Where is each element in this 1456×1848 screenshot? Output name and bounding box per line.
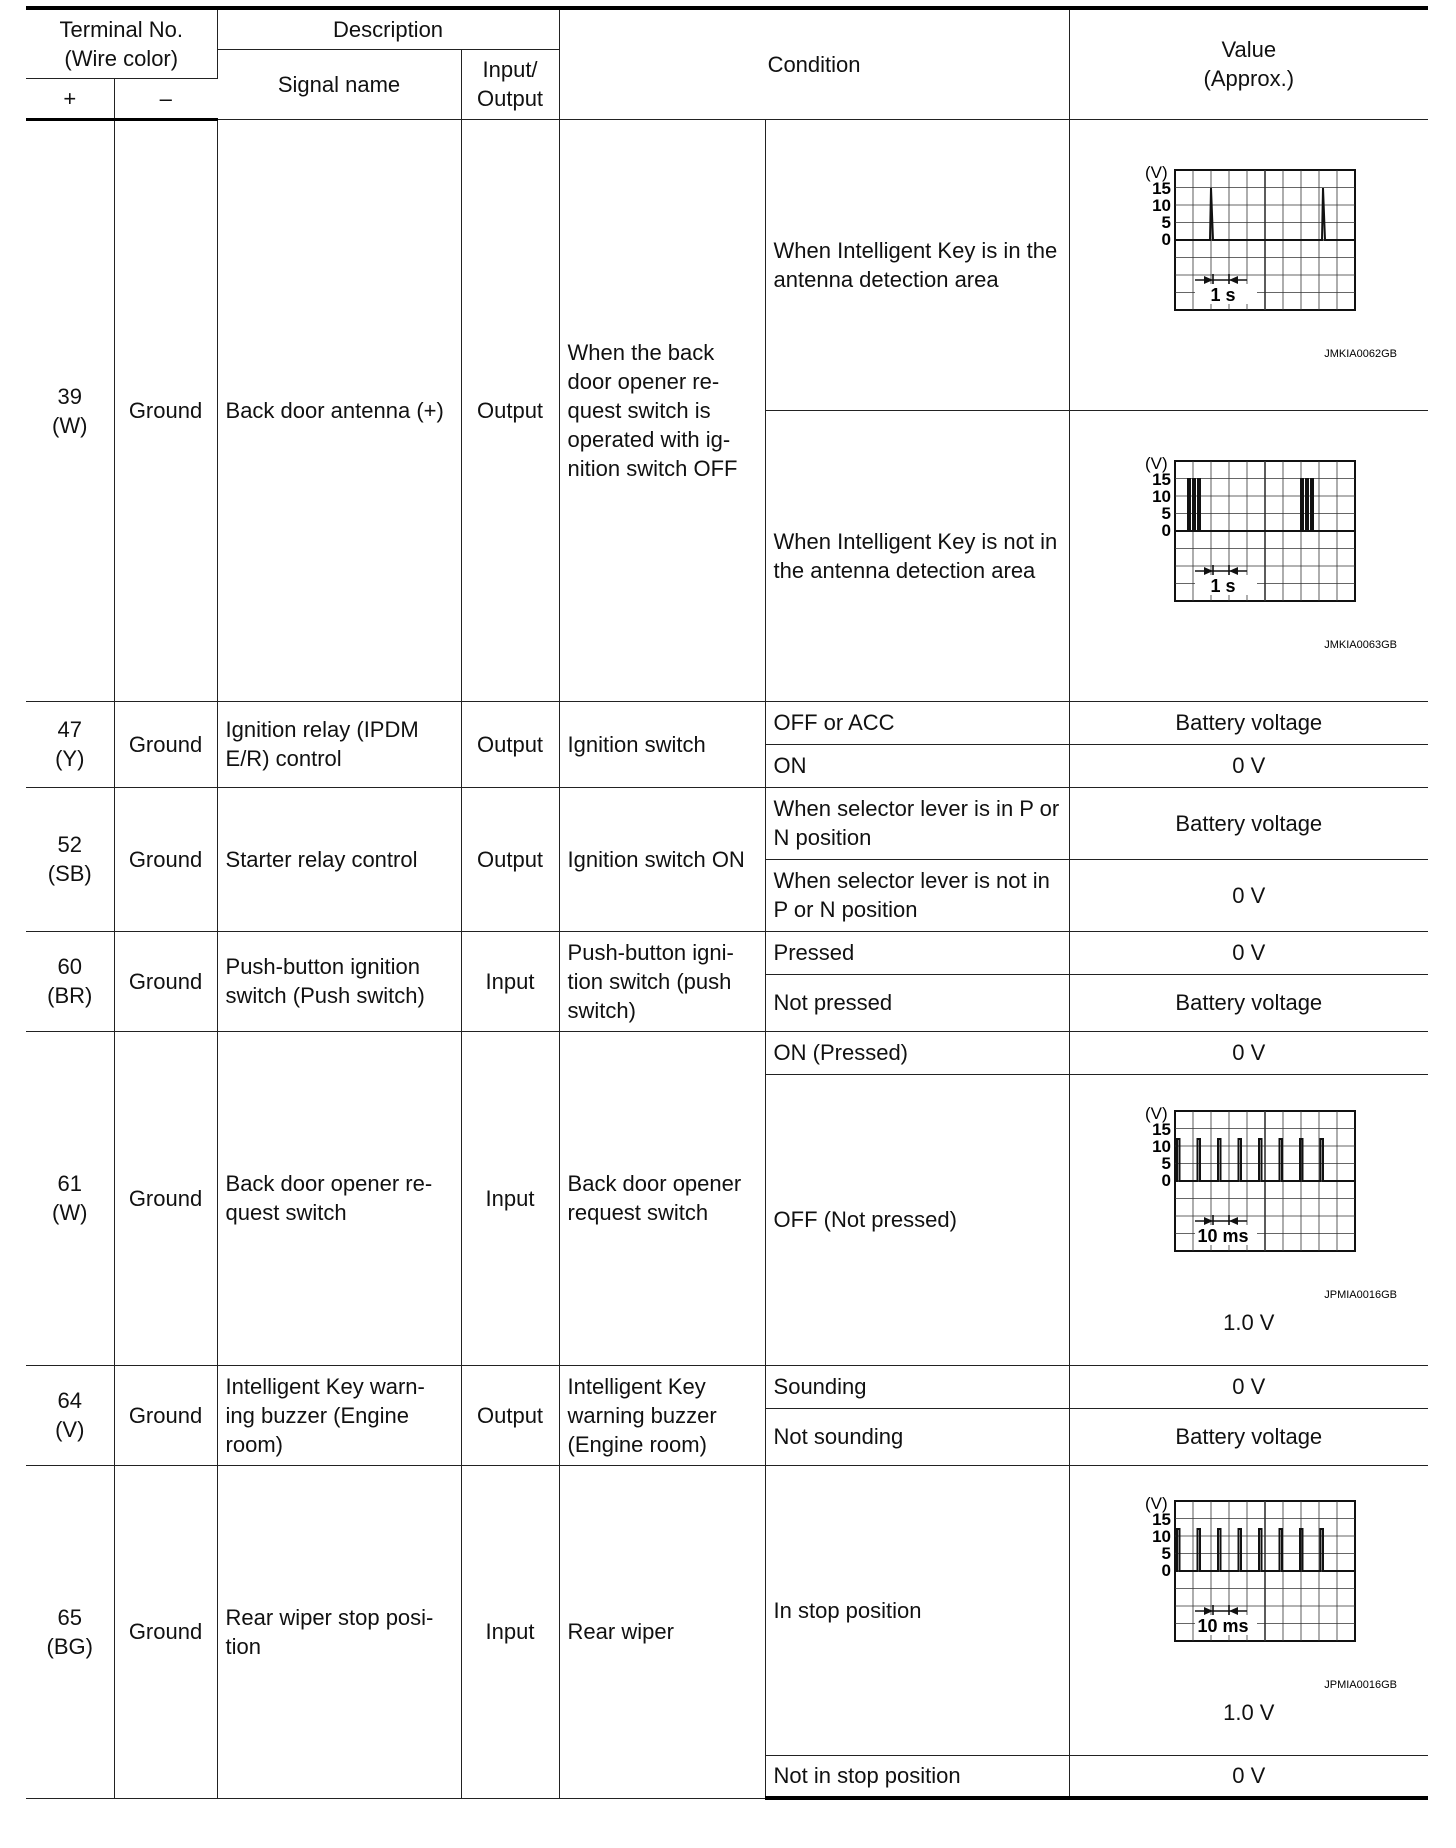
- condition-cell: Back door opener request switch: [559, 1031, 765, 1365]
- waveform-cell: [1069, 1465, 1428, 1755]
- ground-cell: Ground: [114, 119, 217, 701]
- terminal-cell: [26, 787, 114, 931]
- table-row: [26, 931, 1428, 974]
- ground-cell: Ground: [114, 1365, 217, 1465]
- io-cell: Output: [461, 1365, 559, 1465]
- sub-condition: ON (Pressed): [765, 1031, 1069, 1074]
- signal-name: Back door antenna (+): [217, 119, 461, 701]
- condition-cell: Ignition switch: [559, 701, 765, 787]
- io-cell: Output: [461, 701, 559, 787]
- axis-tick-label: 5: [1161, 213, 1171, 232]
- axis-tick-label: 10: [1151, 1527, 1171, 1546]
- axis-tick-label: 15: [1151, 1119, 1171, 1139]
- header-condition: Condition: [559, 8, 1069, 119]
- signal-name: Starter relay control: [217, 787, 461, 931]
- header-wire-color: (Wire color): [64, 45, 179, 71]
- time-scale-label: 10 ms: [1197, 1616, 1249, 1636]
- terminal-no: 47: [57, 717, 82, 742]
- terminal-cell: [26, 1365, 114, 1465]
- signal-name: Intelligent Key warn-ing buzzer (Engine room): [217, 1365, 461, 1465]
- ground-cell: Ground: [114, 701, 217, 787]
- io-cell: Input: [461, 931, 559, 1031]
- sub-condition: Not sounding: [765, 1408, 1069, 1465]
- table-row: [26, 1465, 1428, 1755]
- axis-unit: (V): [1144, 1494, 1168, 1513]
- time-scale-label: 1 s: [1210, 576, 1236, 596]
- axis-tick-label: 10: [1151, 196, 1171, 215]
- terminal-cell: [26, 931, 114, 1031]
- value-cell: 0 V: [1069, 859, 1428, 931]
- value-cell: 0 V: [1069, 1755, 1428, 1798]
- figure-reference-code: JMKIA0063GB: [1324, 639, 1397, 651]
- waveform-chart: [1099, 1103, 1399, 1308]
- terminal-no: 39: [57, 383, 82, 409]
- header-signal-name: Signal name: [217, 49, 461, 119]
- value-cell: Battery voltage: [1069, 787, 1428, 859]
- header-value: [1069, 8, 1428, 119]
- terminal-cell: [26, 701, 114, 787]
- figure-reference-code: JMKIA0062GB: [1324, 348, 1397, 360]
- wire-color: (W): [52, 412, 88, 438]
- terminal-no: 64: [57, 1388, 82, 1413]
- ground-cell: Ground: [114, 787, 217, 931]
- time-scale-label: 10 ms: [1197, 1225, 1249, 1246]
- waveform-scope: [1070, 1103, 1429, 1308]
- terminal-cell: [26, 1465, 114, 1798]
- terminal-cell: [26, 1031, 114, 1365]
- signal-name: Ignition relay (IPDM E/R) control: [217, 701, 461, 787]
- value-cell: 0 V: [1069, 744, 1428, 787]
- terminal-no: 52: [57, 832, 82, 857]
- value-cell: Battery voltage: [1069, 974, 1428, 1031]
- header-plus: +: [26, 78, 114, 119]
- table-row: [26, 1031, 1428, 1074]
- waveform-chart: [1099, 162, 1399, 367]
- sub-condition: When Intelligent Key is not in the antenna detection area: [765, 410, 1069, 701]
- wire-color: (BR): [47, 983, 93, 1008]
- header-approx: (Approx.): [1203, 66, 1295, 92]
- value-cell: 0 V: [1069, 1365, 1428, 1408]
- condition-cell: Rear wiper: [559, 1465, 765, 1798]
- figure-reference-code: JPMIA0016GB: [1324, 1288, 1397, 1301]
- waveform-cell: [1069, 119, 1428, 410]
- header-io: Input/ Output: [461, 49, 559, 119]
- value-text: 1.0 V: [1223, 1700, 1275, 1725]
- axis-unit: (V): [1144, 454, 1168, 473]
- header-minus: –: [114, 78, 217, 119]
- waveform-scope: [1070, 453, 1429, 658]
- condition-cell: Intelligent Key warning buzzer (Engine room): [559, 1365, 765, 1465]
- table-row: [26, 787, 1428, 859]
- header-value-label: Value: [1221, 37, 1277, 63]
- terminal-no: 60: [57, 954, 82, 979]
- time-scale-label: 1 s: [1210, 285, 1236, 305]
- terminal-cell: [26, 119, 114, 701]
- header-terminal: [26, 8, 217, 78]
- figure-reference-code: JPMIA0016GB: [1324, 1679, 1397, 1691]
- header-terminal-no: Terminal No.: [59, 16, 183, 42]
- signal-name: Push-button ignition switch (Push switch): [217, 931, 461, 1031]
- waveform-cell: [1069, 1074, 1428, 1365]
- sub-condition: When selector lever is not in P or N position: [765, 859, 1069, 931]
- axis-tick-label: 10: [1151, 487, 1171, 506]
- sub-condition: When Intelligent Key is in the antenna detection area: [765, 119, 1069, 410]
- axis-tick-label: 5: [1161, 1153, 1171, 1173]
- condition-cell: Push-button igni-tion switch (push switch): [559, 931, 765, 1031]
- sub-condition: ON: [765, 744, 1069, 787]
- value-cell: 0 V: [1069, 1031, 1428, 1074]
- terminal-spec-table: [26, 6, 1428, 1800]
- sub-condition: When selector lever is in P or N position: [765, 787, 1069, 859]
- wire-color: (W): [52, 1200, 88, 1225]
- sub-condition: Sounding: [765, 1365, 1069, 1408]
- value-text: 1.0 V: [1223, 1309, 1275, 1335]
- value-cell: Battery voltage: [1069, 701, 1428, 744]
- signal-name: Back door opener re-quest switch: [217, 1031, 461, 1365]
- header-description: Description: [217, 8, 559, 49]
- ground-cell: Ground: [114, 931, 217, 1031]
- waveform-chart: [1099, 1493, 1399, 1698]
- axis-unit: (V): [1144, 1103, 1168, 1123]
- value-cell: 0 V: [1069, 931, 1428, 974]
- axis-unit: (V): [1144, 163, 1168, 182]
- condition-cell: Ignition switch ON: [559, 787, 765, 931]
- io-cell: Output: [461, 119, 559, 701]
- sub-condition: In stop position: [765, 1465, 1069, 1755]
- waveform-cell: [1069, 410, 1428, 701]
- sub-condition: Not in stop position: [765, 1755, 1069, 1798]
- condition-cell: When the back door opener re-quest switch is operated with ig-nition switch OFF: [559, 119, 765, 701]
- wire-color: (BG): [46, 1633, 93, 1659]
- wire-color: (Y): [55, 746, 85, 771]
- axis-tick-label: 5: [1161, 1544, 1171, 1563]
- sub-condition: OFF (Not pressed): [765, 1074, 1069, 1365]
- signal-name: Rear wiper stop posi-tion: [217, 1465, 461, 1798]
- wire-color: (SB): [47, 861, 92, 886]
- axis-tick-label: 15: [1151, 179, 1171, 198]
- waveform-scope: [1070, 1493, 1429, 1698]
- sub-condition: Not pressed: [765, 974, 1069, 1031]
- table-row: [26, 119, 1428, 410]
- io-cell: Input: [461, 1465, 559, 1798]
- sub-condition: Pressed: [765, 931, 1069, 974]
- io-cell: Input: [461, 1031, 559, 1365]
- axis-tick-label: 0: [1161, 521, 1171, 540]
- value-cell: Battery voltage: [1069, 1408, 1428, 1465]
- axis-tick-label: 0: [1161, 230, 1171, 249]
- waveform-chart: [1099, 453, 1399, 658]
- terminal-no: 61: [57, 1171, 82, 1196]
- wire-color: (V): [55, 1417, 85, 1442]
- sub-condition: OFF or ACC: [765, 701, 1069, 744]
- axis-tick-label: 0: [1161, 1561, 1171, 1580]
- ground-cell: Ground: [114, 1031, 217, 1365]
- ground-cell: Ground: [114, 1465, 217, 1798]
- waveform-scope: [1070, 162, 1429, 367]
- table-row: [26, 1365, 1428, 1408]
- axis-tick-label: 15: [1151, 1510, 1171, 1529]
- terminal-no: 65: [57, 1604, 82, 1630]
- axis-tick-label: 0: [1161, 1170, 1171, 1190]
- axis-tick-label: 10: [1151, 1136, 1171, 1156]
- io-cell: Output: [461, 787, 559, 931]
- axis-tick-label: 15: [1151, 470, 1171, 489]
- axis-tick-label: 5: [1161, 504, 1171, 523]
- table-row: [26, 701, 1428, 744]
